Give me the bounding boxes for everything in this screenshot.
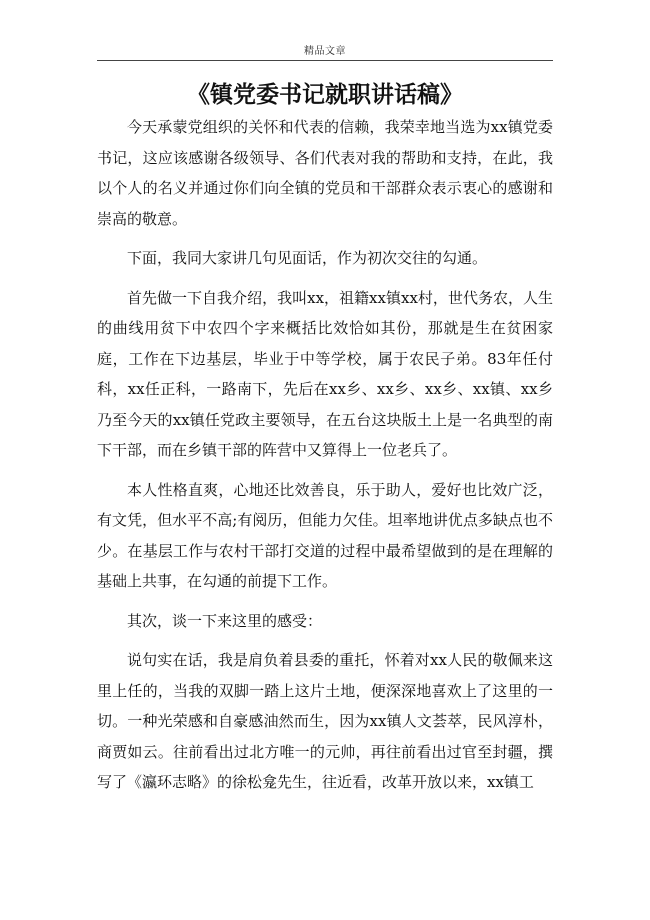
paragraph-personality: 本人性格直爽，心地还比效善良，乐于助人，爱好也比效广泛，有文凭，但水平不高;有阅历，但能力欠佳。坦率地讲优点多缺点也不少。在基层工作与农村干部打交道的过程中最希望做到的是在理解的基础上共事，在勾通的前提下工作。 xyxy=(97,480,553,590)
paragraph-feelings-heading: 其次，谈一下来这里的感受： xyxy=(127,611,323,630)
page-header xyxy=(97,0,553,61)
document-body xyxy=(97,112,553,807)
paragraph-feelings: 说句实在话，我是肩负着县委的重托，怀着对xx人民的敬佩来这里上任的，当我的双脚一踏上这片土地，便深深地喜欢上了这里的一切。一种光荣感和自豪感油然而生，因为xx镇人文荟萃，民风淳朴，商贾如云。往前看出过北方唯一的元帅，再往前看出过官至封疆，撰写了《瀛环志略》的徐松龛先生，往近看，改革开放以来，xx镇工 xyxy=(97,651,553,791)
header-label: 精品文章 xyxy=(304,46,346,57)
paragraph-intro: 下面，我同大家讲几句见面话，作为初次交往的勾通。 xyxy=(127,249,488,267)
paragraph-gratitude: 今天承蒙党组织的关怀和代表的信赖，我荣幸地当选为xx镇党委书记，这应该感谢各级领导、各们代表对我的帮助和支持，在此，我以个人的名义并通过你们向全镇的党员和干部群众表示衷心的感谢和崇高的敬意。 xyxy=(97,118,553,228)
paragraph-self-introduction: 首先做一下自我介绍，我叫xx，祖籍xx镇xx村，世代务农，人生的曲线用贫下中农四个字来概括比效恰如其份，那就是生在贫困家庭，工作在下边基层，毕业于中等学校，属于农民子弟。83年任付科，xx任正科，一路南下，先后在xx乡、xx乡、xx乡、xx镇、xx乡乃至今天的xx镇任党政主要领导，在五台这块版土上是一名典型的南下干部，而在乡镇干部的阵营中又算得上一位老兵了。 xyxy=(97,288,553,459)
document-title: 《镇党委书记就职讲话稿》 xyxy=(187,81,463,108)
